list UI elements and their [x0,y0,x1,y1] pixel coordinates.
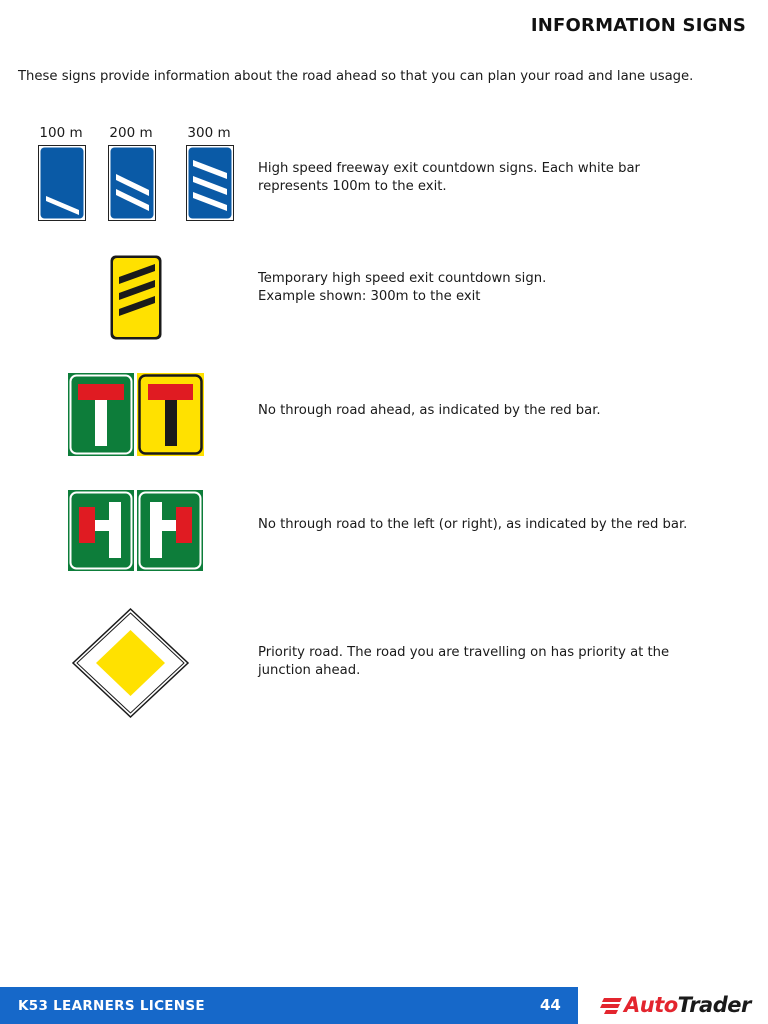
freeway-exit-200m-sign [108,145,156,221]
distance-label-100: 100 m [39,125,83,141]
priority-road-sign [72,608,189,718]
no-through-ahead-description: No through road ahead, as indicated by the red bar. [258,403,601,418]
no-through-road-ahead-green-sign [68,373,134,456]
freeway-exit-description: High speed freeway exit countdown signs. Each white bar represents 100m to the exit. [258,161,640,194]
footer-label: K53 LEARNERS LICENSE [18,998,205,1014]
brand-prefix: Auto [624,993,678,1017]
freeway-exit-300m-sign [186,145,234,221]
page-title: INFORMATION SIGNS [530,15,746,36]
intro-text: These signs provide information about the road ahead so that you can plan your road and lane usage. [18,69,694,84]
autotrader-logo [600,990,751,1020]
brand-suffix: Trader [677,993,751,1017]
distance-label-300: 300 m [187,125,231,141]
no-through-road-left-sign [68,490,134,571]
no-through-side-description: No through road to the left (or right), as indicated by the red bar. [258,517,688,532]
priority-road-description: Priority road. The road you are travelling on has priority at the junction ahead. [258,645,670,678]
no-through-road-right-sign [137,490,203,571]
page-number: 44 [540,996,561,1014]
distance-label-200: 200 m [109,125,153,141]
freeway-exit-100m-sign [38,145,86,221]
no-through-road-ahead-yellow-sign [137,373,204,456]
temporary-exit-sign [110,255,162,340]
temporary-exit-description: Temporary high speed exit countdown sign. Example shown: 300m to the exit [258,271,547,304]
autotrader-swoosh-icon [600,996,622,1014]
